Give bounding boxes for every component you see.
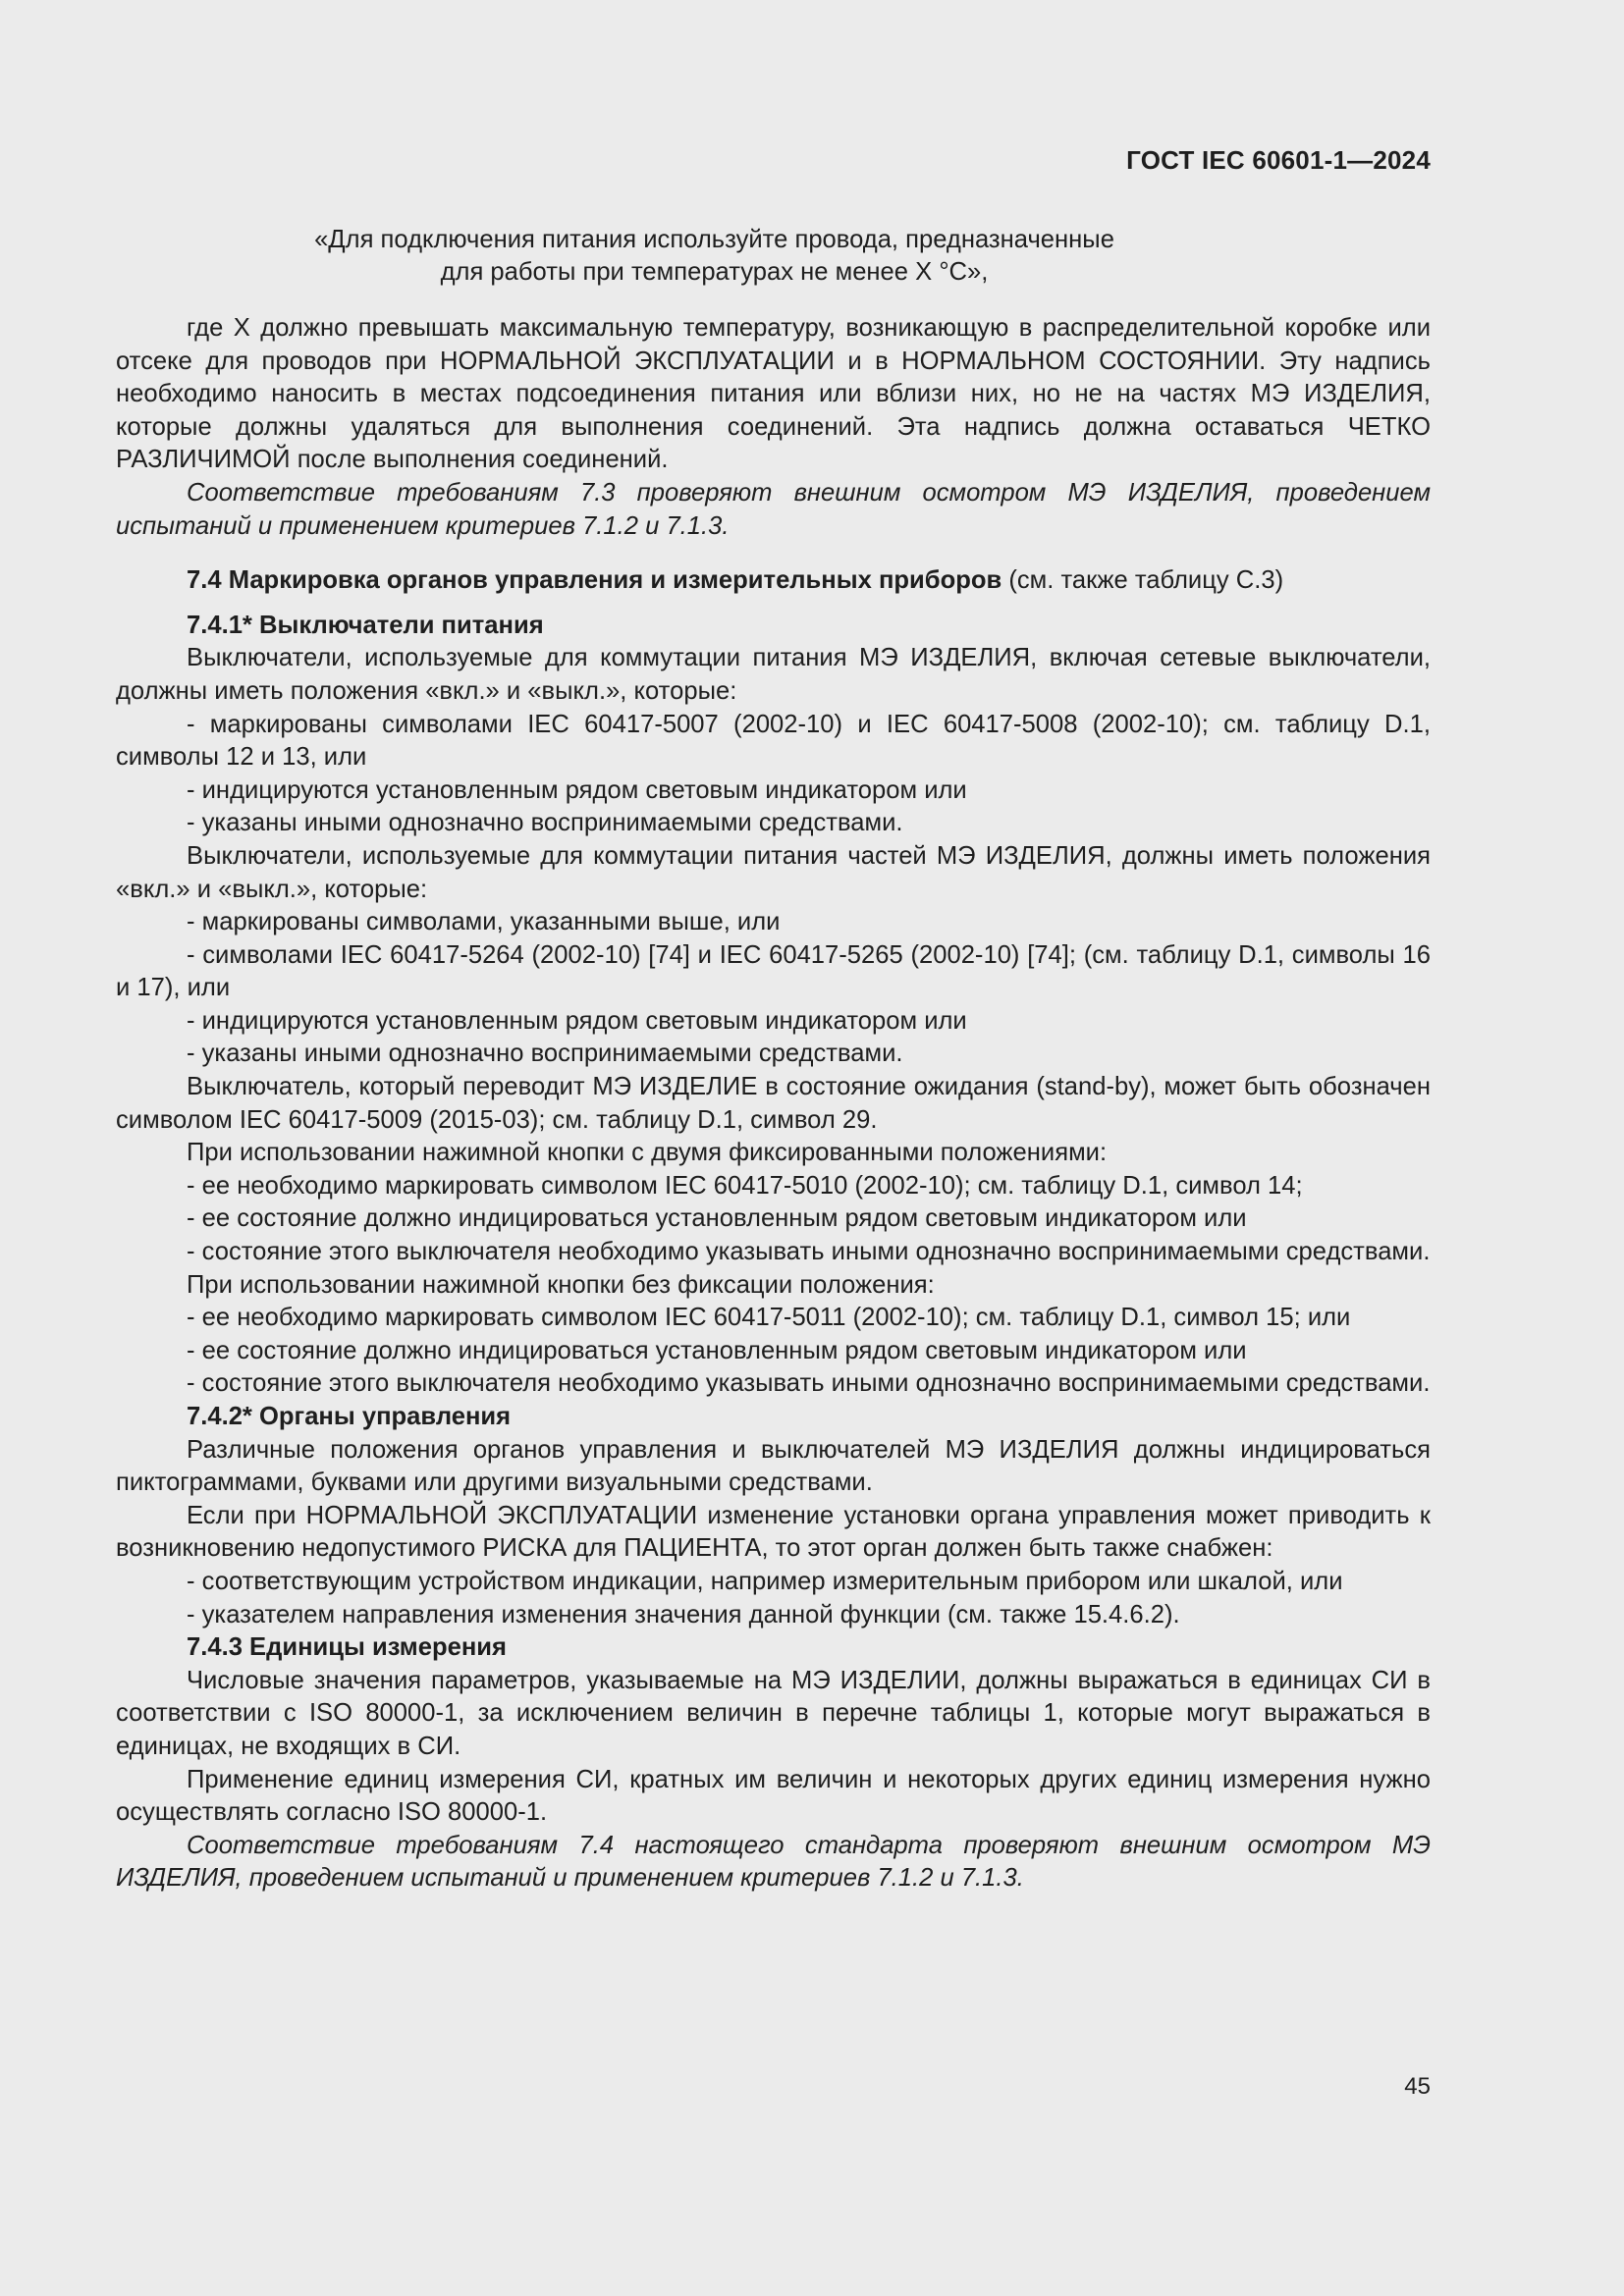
list-item: - маркированы символами, указанными выше, или — [187, 908, 781, 936]
quote-line-2: для работы при температурах не менее Х °С», — [440, 258, 989, 286]
paragraph: где Х должно превышать максимальную температуру, возникающую в распределительной коробке или отсеке для проводов при НОРМАЛЬНОЙ ЭКСПЛУАТАЦИИ и в НОРМАЛЬНОМ СОСТОЯНИИ. Эту надпись необходимо наносить в местах подсоединения питания или вблизи них, но не на частях МЭ ИЗДЕЛИЯ, которые должны удаляться для выполнения соединений. Эта надпись должна оставаться ЧЕТКО РАЗЛИЧИМОЙ после выполнения соединений. — [116, 314, 1431, 474]
paragraph: Применение единиц измерения СИ, кратных им величин и некоторых других единиц измерения нужно осуществлять согласно ISO 80000-1. — [116, 1765, 1431, 1827]
section-heading-7-4-1: 7.4.1* Выключатели питания — [187, 611, 544, 639]
list-item: - ее необходимо маркировать символом IEC 60417-5011 (2002-10); см. таблицу D.1, символ 15; или — [187, 1304, 1351, 1332]
document-body — [116, 224, 1431, 1896]
list-item: - символами IEC 60417-5264 (2002-10) [74] и IEC 60417-5265 (2002-10) [74]; (см. таблицу D.1, символы 16 и 17), или — [116, 940, 1431, 1002]
list-item: - соответствующим устройством индикации, например измерительным прибором или шкалой, или — [187, 1567, 1343, 1595]
paragraph: Выключатели, используемые для коммутации питания частей МЭ ИЗДЕЛИЯ, должны иметь положения «вкл.» и «выкл.», которые: — [116, 841, 1431, 903]
paragraph: Числовые значения параметров, указываемые на МЭ ИЗДЕЛИИ, должны выражаться в единицах СИ в соответствии с ISO 80000-1, за исключением величин в перечне таблицы 1, которые могут выражаться в единицах, не входящих в СИ. — [116, 1666, 1431, 1760]
list-item: - состояние этого выключателя необходимо указывать иными однозначно воспринимаемыми средствами. — [187, 1238, 1431, 1266]
list-item: - ее состояние должно индицироваться установленным рядом световым индикатором или — [187, 1204, 1247, 1233]
list-item: - маркированы символами IEC 60417-5007 (2002-10) и IEC 60417-5008 (2002-10); см. таблицу D.1, символы 12 и 13, или — [116, 710, 1431, 772]
paragraph: Выключатели, используемые для коммутации питания МЭ ИЗДЕЛИЯ, включая сетевые выключатели, должны иметь положения «вкл.» и «выкл.», которые: — [116, 644, 1431, 705]
section-title: 7.4 Маркировка органов управления и измерительных приборов — [187, 566, 1002, 595]
compliance-note: Соответствие требованиям 7.3 проверяют внешним осмотром МЭ ИЗДЕЛИЯ, проведением испытаний и применением критериев 7.1.2 и 7.1.3. — [116, 478, 1431, 540]
section-heading-7-4-3: 7.4.3 Единицы измерения — [187, 1633, 507, 1662]
list-item: - указаны иными однозначно воспринимаемыми средствами. — [187, 809, 903, 837]
list-item: - индицируются установленным рядом световым индикатором или — [187, 1006, 967, 1035]
list-item: - состояние этого выключателя необходимо указывать иными однозначно воспринимаемыми средствами. — [187, 1369, 1431, 1398]
paragraph: При использовании нажимной кнопки с двумя фиксированными положениями: — [187, 1139, 1108, 1167]
paragraph: Различные положения органов управления и выключателей МЭ ИЗДЕЛИЯ должны индицироваться пиктограммами, буквами или другими визуальными средствами. — [116, 1435, 1431, 1497]
list-item: - ее необходимо маркировать символом IEC 60417-5010 (2002-10); см. таблицу D.1, символ 14; — [187, 1171, 1303, 1200]
page-number: 45 — [1404, 2073, 1431, 2100]
paragraph: Если при НОРМАЛЬНОЙ ЭКСПЛУАТАЦИИ изменение установки органа управления может приводить к возникновению недопустимого РИСКА для ПАЦИЕНТА, то этот орган должен быть также снабжен: — [116, 1501, 1431, 1563]
compliance-note: Соответствие требованиям 7.4 настоящего стандарта проверяют внешним осмотром МЭ ИЗДЕЛИЯ, проведением испытаний и применением критериев 7.1.2 и 7.1.3. — [116, 1831, 1431, 1893]
section-heading-7-4-2: 7.4.2* Органы управления — [187, 1403, 512, 1430]
list-item: - ее состояние должно индицироваться установленным рядом световым индикатором или — [187, 1336, 1247, 1364]
paragraph: Выключатель, который переводит МЭ ИЗДЕЛИЕ в состояние ожидания (stand-by), может быть обозначен символом IEC 60417-5009 (2015-03); см. таблицу D.1, символ 29. — [116, 1073, 1431, 1134]
quoted-label-text — [116, 224, 1431, 289]
section-heading-7-4 — [116, 564, 1431, 598]
section-reference: (см. также таблицу С.3) — [1001, 566, 1284, 595]
quote-line-1: «Для подключения питания используйте провода, предназначенные — [314, 226, 1114, 253]
list-item: - индицируются установленным рядом световым индикатором или — [187, 775, 967, 804]
list-item: - указаны иными однозначно воспринимаемыми средствами. — [187, 1040, 903, 1068]
document-header: ГОСТ IEC 60601-1—2024 — [1126, 145, 1431, 175]
list-item: - указателем направления изменения значения данной функции (см. также 15.4.6.2). — [187, 1600, 1180, 1629]
paragraph: При использовании нажимной кнопки без фиксации положения: — [187, 1270, 935, 1299]
